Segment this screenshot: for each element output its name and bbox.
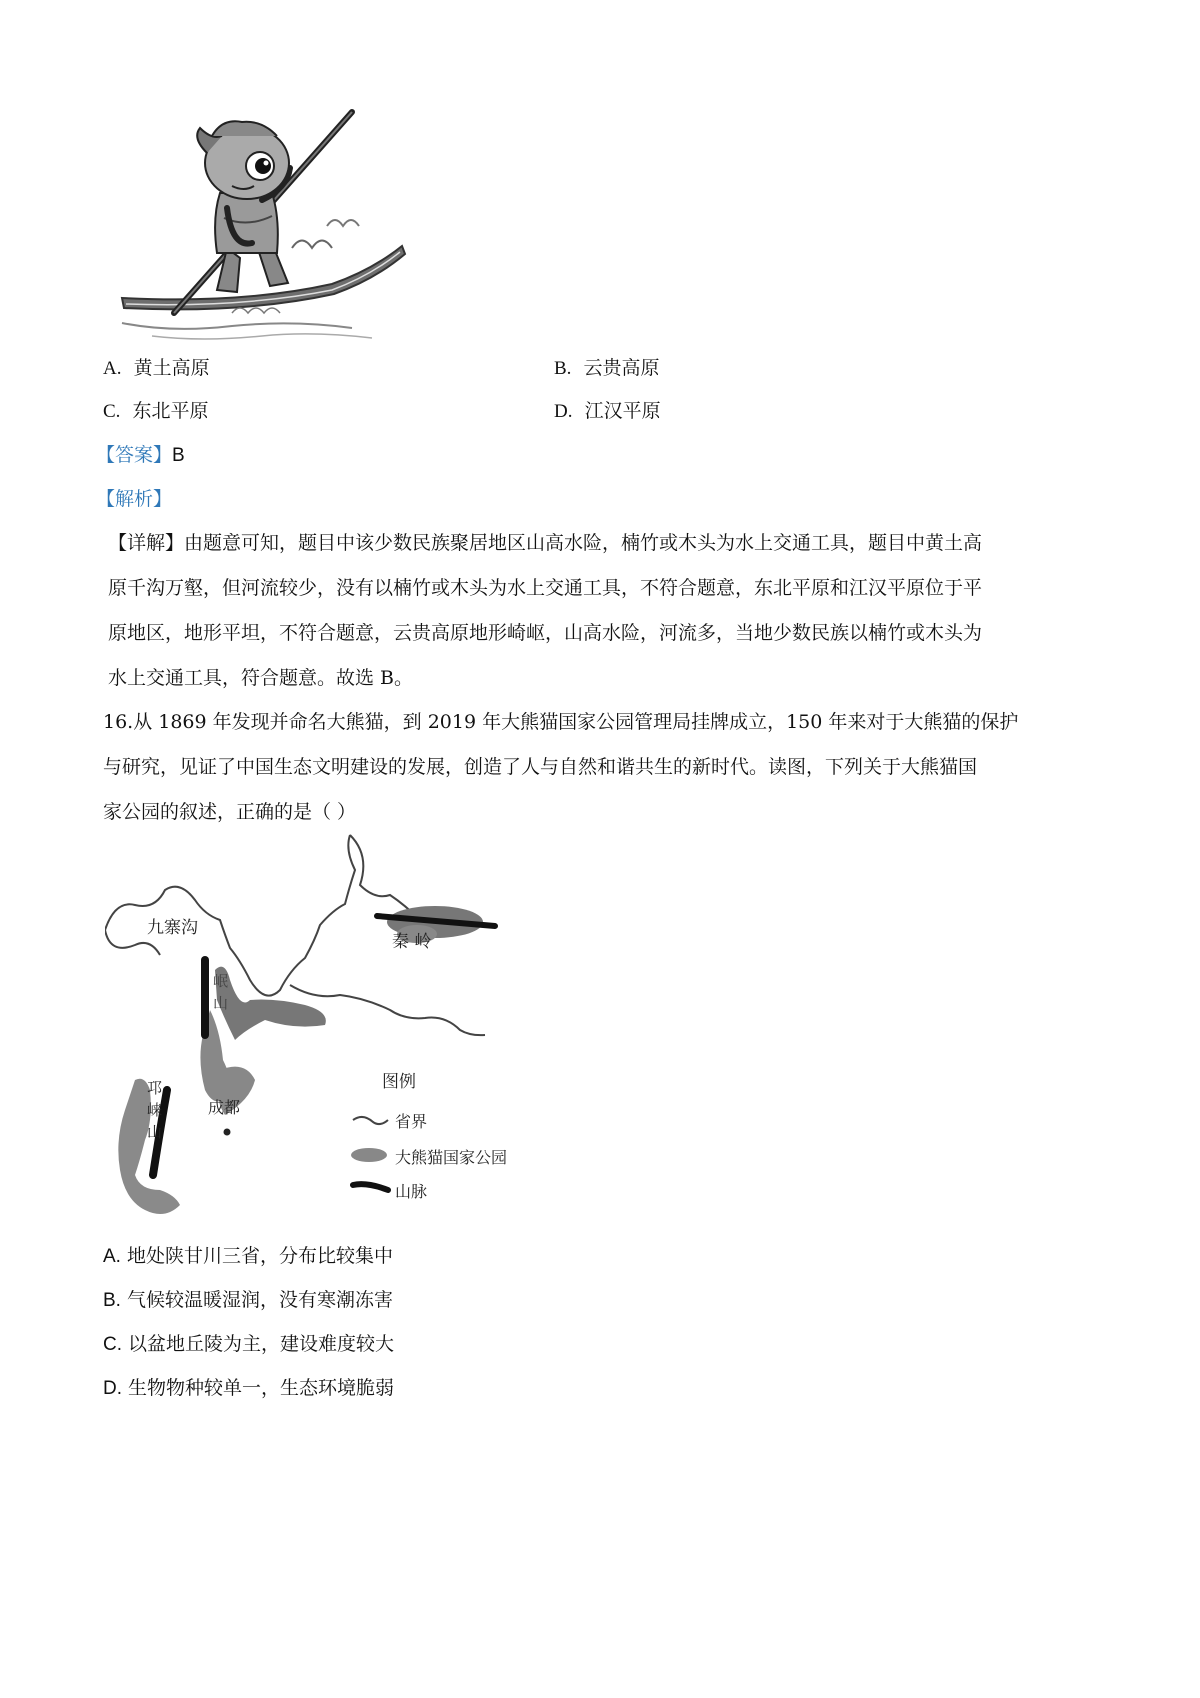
person-poling-bamboo-raft-illustration [112,108,412,343]
q15-answer [96,443,185,468]
q15-option-c: C. 东北平原 [103,400,209,422]
q16-option-c: C. 以盆地丘陵为主，建设难度较大 [103,1333,395,1355]
q15-detail-line-2: 原千沟万壑，但河流较少，没有以楠竹或木头为水上交通工具，不符合题意，东北平原和江汉平原位于平 [108,577,983,599]
q16-stem-line-3: 家公园的叙述，正确的是（ ） [103,801,357,823]
legend-item-province: 省界 [395,1112,428,1131]
chengdu-dot [224,1129,231,1136]
answer-label: 【答案】 [96,444,173,466]
label-jiuzhaigou: 九寨沟 [147,918,198,938]
legend-item-mountain: 山脉 [395,1182,428,1201]
label-qinling: 秦 岭 [392,932,432,952]
q16-stem-line-2: 与研究，见证了中国生态文明建设的发展，创造了人与自然和谐共生的新时代。读图，下列关于大熊猫国 [103,756,978,778]
label-chengdu: 成都 [208,1098,241,1117]
q15-detail-line-3: 原地区，地形平坦，不符合题意，云贵高原地形崎岖，山高水险，河流多，当地少数民族以楠竹或木头为 [108,622,983,644]
label-qionglai: 邛崃山 [147,1079,163,1141]
legend-province-symbol [353,1117,388,1124]
q15-analysis-label: 【解析】 [96,488,173,510]
q15-detail-line-1: 【详解】由题意可知，题目中该少数民族聚居地区山高水险，楠竹或木头为水上交通工具，题目中黄土高 [108,532,983,554]
q16-option-d: D. 生物物种较单一，生态环境脆弱 [103,1377,395,1399]
q16-option-a: A. 地处陕甘川三省，分布比较集中 [103,1245,394,1267]
legend-park-symbol [351,1148,387,1162]
legend-item-park: 大熊猫国家公园 [395,1148,508,1167]
raft-illustration [112,108,412,343]
q16-stem-line-1: 16.从 1869 年发现并命名大熊猫，到 2019 年大熊猫国家公园管理局挂牌成立，150 年来对于大熊猫的保护 [103,711,1019,733]
panda-park-map [105,830,565,1225]
q15-detail-line-4: 水上交通工具，符合题意。故选 B。 [108,667,414,689]
q15-option-a: A. 黄土高原 [103,357,210,379]
q15-option-b: B. 云贵高原 [554,357,660,379]
label-minshan: 岷山 [213,972,229,1012]
legend-mountain-symbol [353,1184,388,1190]
q16-option-b: B. 气候较温暖湿润，没有寒潮冻害 [103,1289,394,1311]
q15-option-d: D. 江汉平原 [554,400,661,422]
legend-title: 图例 [382,1072,416,1092]
answer-value: B [172,445,185,466]
